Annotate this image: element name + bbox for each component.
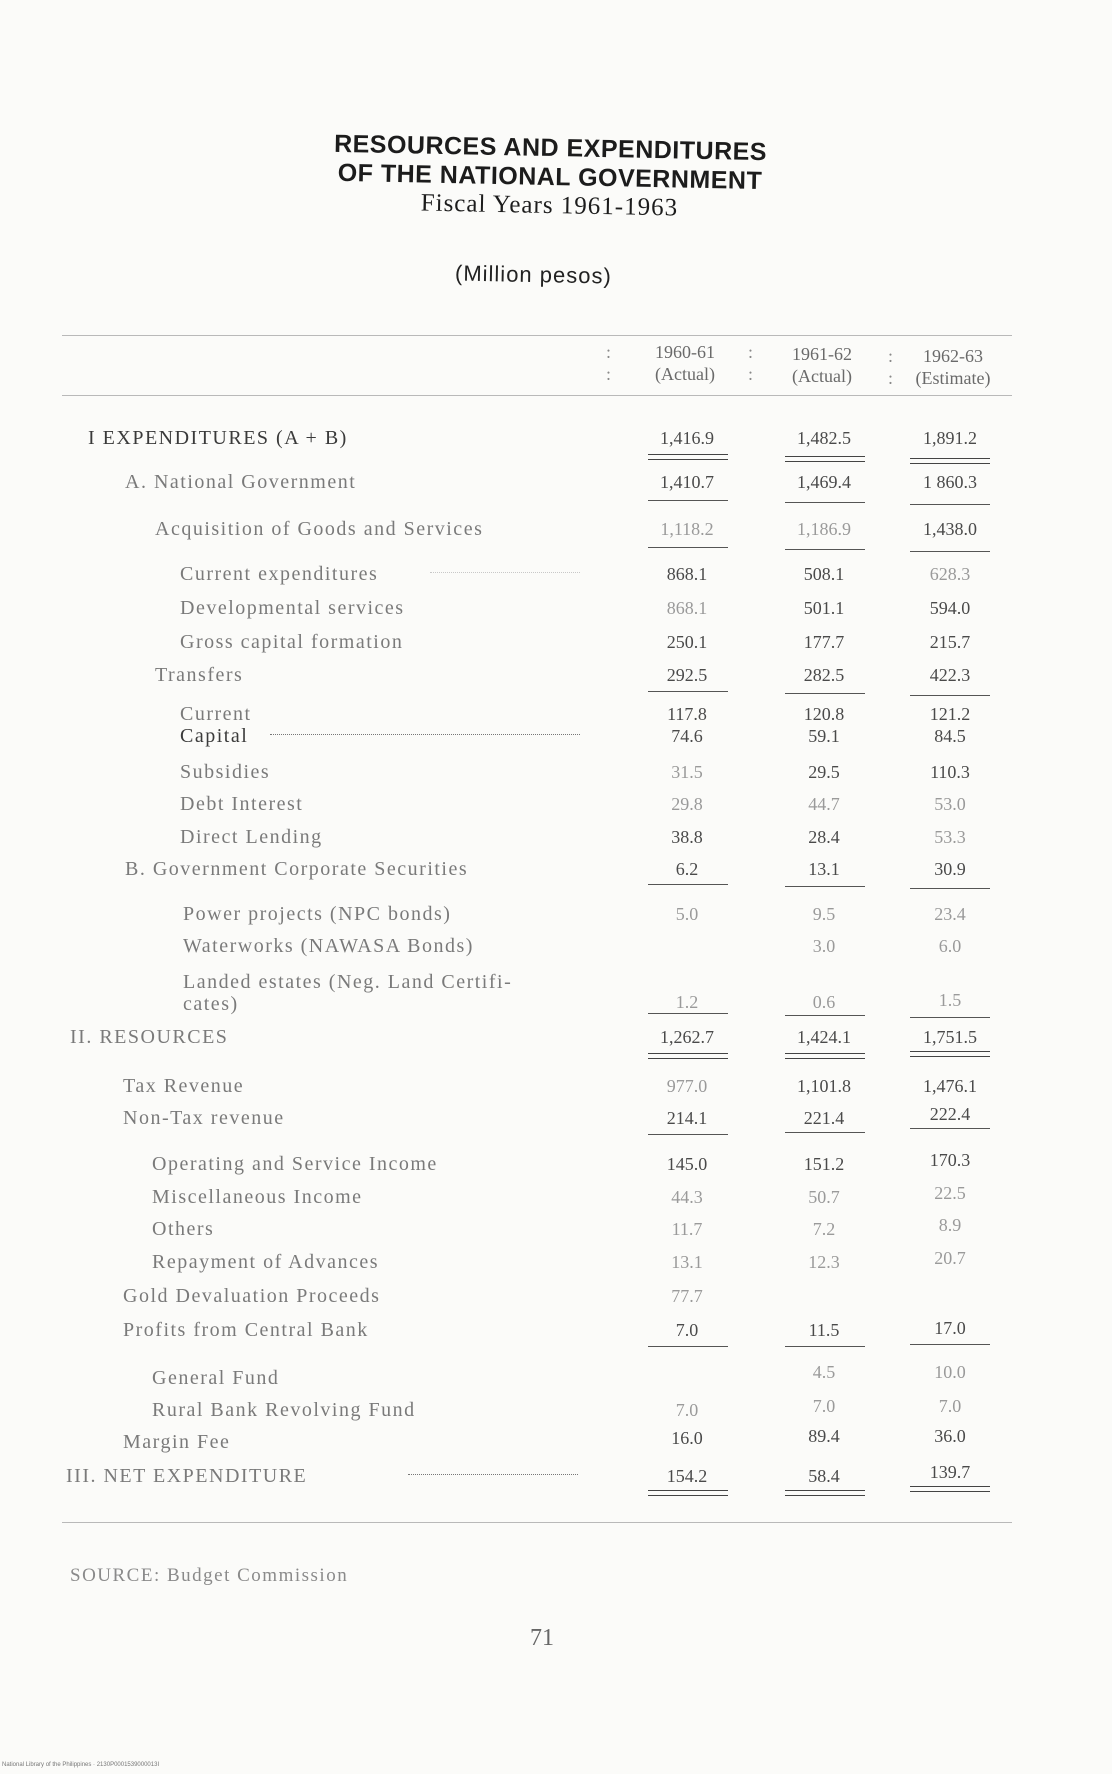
double-underline [785, 1490, 865, 1496]
cell-1961-62: 28.4 [808, 827, 840, 847]
table-row [0, 902, 1112, 928]
row-label: III. NET EXPENDITURE [66, 1465, 308, 1487]
table-row [0, 630, 1112, 656]
header-colon: : : [888, 346, 894, 388]
page-title: RESOURCES AND EXPENDITURES [333, 129, 768, 167]
cell-1962-63: 215.7 [929, 632, 971, 652]
table-row [0, 934, 1112, 960]
cell-1960-61: 977.0 [666, 1076, 708, 1096]
row-label: Current expenditures [180, 563, 379, 585]
cell-1961-62: 7.2 [812, 1219, 836, 1239]
row-label: General Fund [152, 1367, 280, 1389]
table-row [0, 825, 1112, 851]
cell-1962-63: 110.3 [930, 762, 970, 782]
underline [648, 1013, 728, 1014]
column-header-1 [625, 341, 745, 385]
cell-1960-61: 31.5 [671, 762, 703, 782]
row-label: Operating and Service Income [152, 1153, 438, 1175]
cell-1961-62: 12.3 [808, 1252, 840, 1272]
cell-1961-62: 58.4 [808, 1466, 840, 1486]
row-label: Landed estates (Neg. Land Certifi- [183, 971, 513, 993]
underline [648, 884, 728, 885]
cell-1960-61: 868.1 [666, 598, 708, 618]
double-underline [910, 1051, 990, 1057]
cell-1961-62: 120.8 [803, 704, 845, 724]
cell-1960-61: 7.0 [675, 1320, 699, 1340]
table-row [0, 562, 1112, 588]
cell-1962-63: 23.4 [934, 904, 966, 924]
table-row [0, 1426, 1112, 1456]
cell-1960-61: 5.0 [675, 904, 699, 924]
double-underline [785, 456, 865, 462]
cell-1960-61: 1,410.7 [660, 472, 714, 492]
row-label: Current [180, 703, 252, 725]
cell-1962-63: 7.0 [938, 1396, 962, 1416]
cell-1960-61: 292.5 [666, 665, 708, 685]
cell-1960-61: 11.7 [671, 1219, 703, 1239]
page-subtitle: Fiscal Years 1961-1963 [420, 189, 679, 222]
table-row [0, 1284, 1112, 1310]
row-label: Profits from Central Bank [123, 1319, 369, 1341]
double-underline [648, 1490, 728, 1496]
row-label: Rural Bank Revolving Fund [152, 1399, 416, 1421]
table-row [0, 1362, 1112, 1392]
underline [648, 1134, 728, 1135]
table-row [0, 1152, 1112, 1178]
row-label: I EXPENDITURES (A + B) [88, 427, 348, 449]
row-label: Tax Revenue [123, 1075, 245, 1097]
cell-1962-63: 1,476.1 [923, 1076, 977, 1096]
underline [648, 500, 728, 501]
table-row [0, 1025, 1112, 1051]
underline [910, 1017, 990, 1018]
cell-1962-63: 594.0 [929, 598, 971, 618]
underline [785, 886, 865, 887]
row-label-continued: cates) [183, 993, 239, 1015]
underline [910, 1344, 990, 1345]
row-label: Developmental services [180, 597, 405, 619]
table-row [0, 663, 1112, 689]
cell-1961-62: 89.4 [808, 1426, 840, 1446]
row-label: Gross capital formation [180, 631, 404, 653]
title-block [0, 123, 1101, 230]
underline [785, 1132, 865, 1133]
cell-1962-63: 1,891.2 [923, 428, 977, 448]
leader-dots [430, 572, 580, 574]
cell-1961-62: 282.5 [803, 665, 845, 685]
header-top-rule [62, 335, 1012, 336]
cell-1962-63: 628.3 [929, 564, 971, 584]
cell-1960-61: 74.6 [671, 726, 703, 746]
cell-1962-63: 1,751.5 [923, 1027, 977, 1047]
table-row [0, 1250, 1112, 1276]
underline [648, 691, 728, 692]
archive-footer-note: National Library of the Philippines · 2130P0001539000013I [2, 1762, 160, 1768]
table-row [0, 596, 1112, 622]
column-header-1-kind: (Actual) [655, 364, 715, 384]
cell-1962-63: 139.7 [929, 1462, 971, 1482]
column-header-1-year: 1960-61 [655, 342, 715, 362]
cell-1960-61: 154.2 [666, 1466, 708, 1486]
table-row [0, 1185, 1112, 1211]
leader-dots [408, 1474, 578, 1476]
cell-1962-63: 170.3 [929, 1150, 971, 1170]
underline [910, 1128, 990, 1129]
cell-1961-62: 0.6 [812, 992, 836, 1012]
cell-1961-62: 29.5 [808, 762, 840, 782]
cell-1961-62: 1,469.4 [797, 472, 851, 492]
cell-1961-62: 44.7 [808, 794, 840, 814]
double-underline [910, 458, 990, 464]
table-row [0, 1217, 1112, 1243]
double-underline [648, 454, 728, 460]
cell-1962-63: 10.0 [934, 1362, 966, 1382]
row-label: B. Government Corporate Securities [125, 858, 469, 880]
cell-1961-62: 3.0 [812, 936, 836, 956]
table-row [0, 1074, 1112, 1100]
cell-1962-63: 30.9 [934, 859, 966, 879]
cell-1960-61: 6.2 [675, 859, 699, 879]
cell-1962-63: 8.9 [938, 1215, 962, 1235]
cell-1962-63: 422.3 [929, 665, 971, 685]
row-label: Gold Devaluation Proceeds [123, 1285, 381, 1307]
row-label: Capital [180, 725, 249, 747]
header-colon: : : [748, 342, 754, 384]
cell-1960-61: 7.0 [675, 1400, 699, 1420]
row-label: Waterworks (NAWASA Bonds) [183, 935, 474, 957]
row-label: II. RESOURCES [70, 1026, 229, 1048]
cell-1961-62: 221.4 [803, 1108, 845, 1128]
row-label: Acquisition of Goods and Services [155, 518, 484, 540]
cell-1961-62: 7.0 [812, 1396, 836, 1416]
cell-1960-61: 868.1 [666, 564, 708, 584]
column-header-3-kind: (Estimate) [915, 368, 991, 388]
page-number: 71 [530, 1625, 554, 1651]
cell-1962-63: 36.0 [934, 1426, 966, 1446]
source-note: SOURCE: Budget Commission [70, 1565, 349, 1586]
cell-1962-63: 121.2 [929, 704, 971, 724]
cell-1961-62: 13.1 [808, 859, 840, 879]
underline [910, 504, 990, 505]
row-label: Non-Tax revenue [123, 1107, 285, 1129]
cell-1961-62: 59.1 [808, 726, 840, 746]
cell-1960-61: 1,118.2 [660, 519, 714, 539]
table-row [0, 426, 1112, 452]
page-title-line-2: OF THE NATIONAL GOVERNMENT [337, 158, 763, 196]
cell-1960-61: 145.0 [666, 1154, 708, 1174]
cell-1961-62: 501.1 [803, 598, 845, 618]
cell-1960-61: 250.1 [666, 632, 708, 652]
table-row [0, 724, 1112, 750]
cell-1962-63: 222.4 [929, 1104, 971, 1124]
header-colon: : : [606, 342, 612, 384]
table-row [0, 970, 1112, 1022]
cell-1961-62: 1,186.9 [797, 519, 851, 539]
column-header-2 [762, 343, 882, 387]
table-row [0, 1318, 1112, 1344]
underline [648, 547, 728, 548]
column-header-2-kind: (Actual) [792, 366, 852, 386]
table-row [0, 792, 1112, 818]
table-row [0, 470, 1112, 496]
underline [785, 693, 865, 694]
row-label: Margin Fee [123, 1431, 231, 1453]
double-underline [648, 1053, 728, 1059]
underline [785, 502, 865, 503]
cell-1961-62: 508.1 [803, 564, 845, 584]
cell-1962-63: 84.5 [934, 726, 966, 746]
cell-1960-61: 77.7 [671, 1286, 703, 1306]
table-row [0, 1398, 1112, 1424]
row-label: Power projects (NPC bonds) [183, 903, 452, 925]
cell-1962-63: 6.0 [938, 936, 962, 956]
underline [910, 888, 990, 889]
cell-1961-62: 50.7 [808, 1187, 840, 1207]
cell-1961-62: 1,101.8 [797, 1076, 851, 1096]
row-label: Debt Interest [180, 793, 304, 815]
cell-1961-62: 9.5 [812, 904, 836, 924]
row-label: Transfers [155, 664, 244, 686]
cell-1962-63: 20.7 [934, 1248, 966, 1268]
table-bottom-rule [62, 1522, 1012, 1523]
cell-1962-63: 1,438.0 [923, 519, 977, 539]
cell-1960-61: 1,262.7 [660, 1027, 714, 1047]
double-underline [910, 1486, 990, 1492]
cell-1960-61: 117.8 [667, 704, 707, 724]
underline [648, 1346, 728, 1347]
cell-1961-62: 4.5 [812, 1362, 836, 1382]
column-header-3-year: 1962-63 [923, 346, 983, 366]
double-underline [785, 1053, 865, 1059]
cell-1960-61: 38.8 [671, 827, 703, 847]
cell-1960-61: 13.1 [671, 1252, 703, 1272]
unit-label: (Million pesos) [454, 260, 613, 289]
row-label: Subsidies [180, 761, 271, 783]
row-label: Others [152, 1218, 215, 1240]
column-header-2-year: 1961-62 [792, 344, 852, 364]
row-label: Direct Lending [180, 826, 323, 848]
underline [785, 1015, 865, 1016]
table-row [0, 857, 1112, 883]
cell-1962-63: 17.0 [934, 1318, 966, 1338]
row-label: A. National Government [125, 471, 357, 493]
underline [910, 551, 990, 552]
underline [910, 695, 990, 696]
table-row [0, 517, 1112, 543]
cell-1960-61: 214.1 [666, 1108, 708, 1128]
header-bottom-rule [62, 395, 1012, 396]
cell-1960-61: 1.2 [675, 992, 699, 1012]
cell-1960-61: 1,416.9 [660, 428, 714, 448]
leader-dots [270, 734, 580, 736]
cell-1961-62: 177.7 [803, 632, 845, 652]
underline [785, 1346, 865, 1347]
row-label: Miscellaneous Income [152, 1186, 363, 1208]
row-label: Repayment of Advances [152, 1251, 379, 1273]
cell-1962-63: 1 860.3 [923, 472, 977, 492]
cell-1960-61: 16.0 [671, 1428, 703, 1448]
cell-1961-62: 1,482.5 [797, 428, 851, 448]
cell-1962-63: 1.5 [938, 990, 962, 1010]
table-row [0, 760, 1112, 786]
cell-1961-62: 1,424.1 [797, 1027, 851, 1047]
cell-1960-61: 29.8 [671, 794, 703, 814]
column-header-3 [893, 345, 1013, 389]
underline [785, 549, 865, 550]
cell-1961-62: 11.5 [808, 1320, 840, 1340]
cell-1962-63: 53.3 [934, 827, 966, 847]
cell-1960-61: 44.3 [671, 1187, 703, 1207]
cell-1962-63: 22.5 [934, 1183, 966, 1203]
cell-1961-62: 151.2 [803, 1154, 845, 1174]
cell-1962-63: 53.0 [934, 794, 966, 814]
